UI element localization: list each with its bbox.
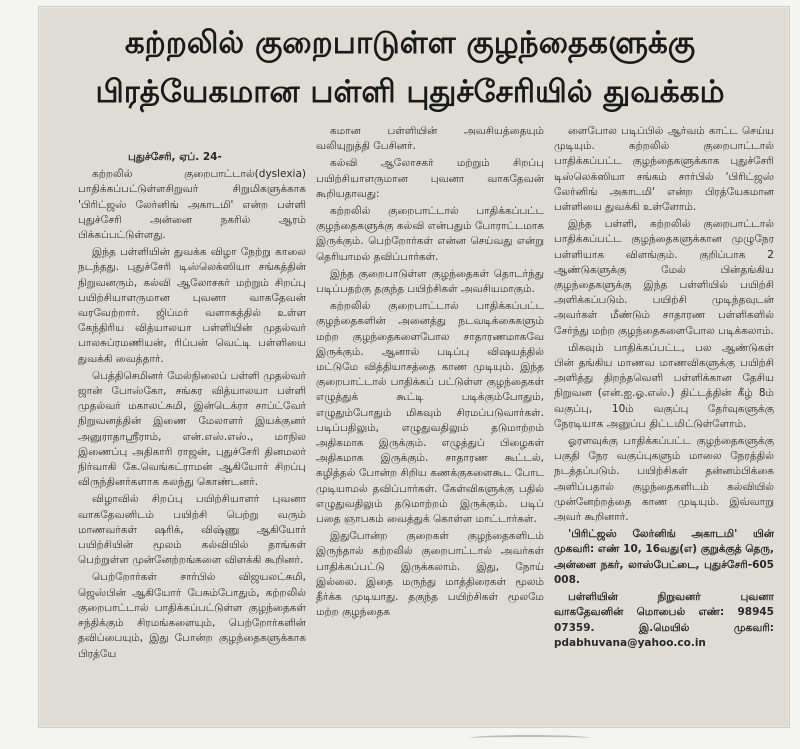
paragraph: பெற்றோர்கள் சார்பில் விஜயலட்சுமி, ஜெஸ்பின் ஆகியோர் பேசும்போதும், கற்றலில் குறைபாட்டால் பாதிக்கப்பட்டுள்ள குழந்தைகள் சந்திக்கும் சிரமங்களையும், பெற்றோர்களின் தவிப்பையும், இது போன்ற குழந்தைகளுக்காக பிரத்யே bbox=[78, 571, 306, 660]
paragraph: இந்த பள்ளியின் துவக்க விழா நேற்று காலை நடந்தது. புதுச்சேரி டிஸ்லெக்ஸியா சங்கத்தின் நிறுவனரும், கல்வி ஆலோசகர் மற்றும் சிறப்பு பயிற்சியாளருமான புவனா வாகதேவன் வரவேற்றார். ஜிப்மர் வளாகத்தில் உள்ள கேந்திரிய வித்யாலயா பள்ளியின் முதல்வர் பாலசுப்ரமணியன், ரிப்பன் வெட்டி பள்ளியை துவக்கி வைத்தார். bbox=[78, 246, 306, 365]
article-column-2 bbox=[316, 124, 544, 694]
paragraph: விழாவில் சிறப்பு பயிற்சியாளர் புவனா வாகதேவனிடம் பயிற்சி பெற்று வரும் மாணவர்கள் ஷரிக், விஷ்ணு ஆகியோர் பயிற்சியின் மூலம் கல்வியில் தாங்கள் பெற்றுள்ள முன்னேற்றங்களை விளக்கி கூறினர். bbox=[78, 493, 306, 567]
article-column-1 bbox=[78, 150, 306, 720]
paragraph: கல்வி ஆலோசகர் மற்றும் சிறப்பு பயிற்சியாளருமான புவனா வாகதேவன் கூறியதாவது: bbox=[316, 157, 544, 200]
paragraph: கமான பள்ளியின் அவசியத்தையும் வலியுறுத்தி பேசினர். bbox=[316, 125, 544, 153]
paragraph: மிகவும் பாதிக்கப்பட்ட, பல ஆண்டுகள் பின் தங்கிய மாணவ மாணவிகளுக்கு பயிற்சி அளித்து திறந்தவெளி பள்ளிக்கான தேசிய நிறுவன (என்.ஐ.ஓ.எஸ்.) திட்டத்தின் கீழ் 8ம் வகுப்பு, 10ம் வகுப்பு தேர்வுகளுக்கு நேரடியாக அனுப்ப திட்டமிட்டுள்ளோம். bbox=[554, 341, 774, 430]
scan-mark bbox=[470, 735, 590, 741]
headline-line-2: பிரத்யேகமான பள்ளி புதுச்சேரியில் துவக்கம் bbox=[95, 74, 725, 110]
paragraph: ஓரளவுக்கு பாதிக்கப்பட்ட குழந்தைகளுக்கு பகுதி நேர வகுப்புகளும் மாலை நேரத்தில் நடத்தப்படும். பயிற்சிகள் தன்னம்பிக்கை அளிப்பதால் குழந்தைகளிடம் கல்வியில் முன்னேற்றத்தை காண முடியும். இவ்வாறு அவர் கூறினார். bbox=[554, 435, 774, 524]
paragraph: இதுபோன்ற குறைகள் குழந்தைகளிடம் இருந்தால் கற்றலில் குறைபாட்டால் அவர்கள் பாதிக்கப்பட்டு இருக்கலாம். இது, நோய் இல்லை. இதை மருந்து மாத்திரைகள் மூலம் தீர்க்க முடியாது. தகுந்த பயிற்சிகள் மூலமே மற்ற குழந்தைக bbox=[316, 530, 544, 619]
paragraph: ளைபோல படிப்பில் ஆர்வம் காட்ட செய்ய முடியும். கற்றலில் குறைபாட்டால் பாதிக்கப்பட்ட குழந்தைகளுக்காக புதுச்சேரி டிஸ்லெக்ஸியா சங்கம் சார்பில் 'பிரிட்ஜஸ் லேர்னிங் அகாடமி' என்ற பிரத்யேகமான பள்ளியை துவக்கி உள்ளோம். bbox=[554, 125, 774, 214]
paragraph: பெத்திசெமினர் மேல்நிலைப் பள்ளி முதல்வர் ஜான் போஸ்கோ, சங்கர வித்யாலயா பள்ளி முதல்வர் மகாலட்சுமி, இன்டெக்ரா சாப்ட்வேர் நிறுவனத்தின் இணை மேலாளர் இயக்குனர் அனுராதாஸ்ரீராம், என்.எஸ்.எஸ்., மாநில இணைப்பு அதிகாரி ராஜன், புதுச்சேரி தினமலர் நிர்வாகி கே.வெங்கட்ராமன் ஆகியோர் சிறப்பு விருந்தினர்களாக கலந்து கொண்டனர். bbox=[78, 369, 306, 489]
contact-info: பள்ளியின் நிறுவனர் புவனா வாகதேவனின் மொபைல் எண்: 98945 07359. இ.மெயில் முகவரி: pdabhuvana@yahoo.co.in bbox=[554, 591, 774, 649]
school-address: 'பிரிட்ஜஸ் லேர்னிங் அகாடமி' யின் முகவரி: எண் 10, 16வது(எ) குறுக்குத் தெரு, அன்னை நகர், லாஸ்பேட்டை, புதுச்சேரி-605 008. bbox=[554, 528, 774, 586]
paragraph: இந்த குறைபாடுள்ள குழந்தைகள் தொடர்ந்து படிப்பதற்கு தகுந்த பயிற்சிகள் அவசியமாகும். bbox=[316, 267, 544, 296]
paragraph: இந்த பள்ளி, கற்றலில் குறைபாட்டால் பாதிக்கப்பட்ட குழந்தைகளுக்கான முழுநேர பள்ளியாக விளங்கும். குறிப்பாக 2 ஆண்டுகளுக்கு மேல் பின்தங்கிய குழந்தைகளுக்கு இந்த பள்ளியில் பயிற்சி அளிக்கப்படும். பயிற்சி முடிந்தவுடன் அவர்கள் மீண்டும் சாதாரண பள்ளிகளில் சேர்ந்து மற்ற குழந்தைகளைபோல படிக்கலாம். bbox=[554, 218, 774, 337]
paragraph: கற்றலில் குறைபாட்டால்(dyslexia) பாதிக்கப்பட்டுள்ளசிறுவர் சிறுமிகளுக்காக 'பிரிட்ஜஸ் லேர்னிங் அகாடமி' என்ற பள்ளி புதுச்சேரி அன்னை நகரில் ஆரம் பிக்கப்பட்டுள்ளது. bbox=[78, 168, 306, 242]
article-column-3 bbox=[554, 124, 774, 694]
paragraph: கற்றலில் குறைபாட்டால் பாதிக்கப்பட்ட குழந்தைகளின் அனைத்து நடவடிக்கைகளும் மற்ற குழந்தைகளைபோல சாதாரணமாகவே இருக்கும். ஆனால் படிப்பு விஷயத்தில் மட்டுமே வித்தியாசத்தை காண முடியும். இந்த குறைபாட்டால் பாதிக்கப் பட்டுள்ள குழந்தைகள் எழுத்துக் கூட்டி படிக்கும்போதும், எழுதும்போதும் மிகவும் சிரமப்படுவார்கள். படிப்பதிலும், எழுதுவதிலும் தடுமாற்றம் அதிகமாக இருக்கும். எழுத்துப் பிழைகள் அதிகமாக இருக்கும். சாதாரண கூட்டல், கழித்தல் போன்ற சிறிய கணக்குகளைகூட போட முடியாமல் தவிப்பார்கள். கேள்விகளுக்கு பதில் எழுதுவதிலும் தடுமாற்றம் இருக்கும். படிப் பதை ஞாபகம் வைத்துக் கொள்ள மாட்டார்கள். bbox=[316, 300, 544, 526]
paragraph: கற்றலில் குறைபாட்டால் பாதிக்கப்பட்ட குழந்தைகளுக்கு கல்வி என்பதும் போராட்டமாக இருக்கும். பெற்றோர்கள் என்ன செய்வது என்று தெரியாமல் தவிப்பார்கள். bbox=[316, 205, 544, 263]
dateline: புதுச்சேரி, ஏப். 24- bbox=[128, 151, 222, 163]
headline-line-1: கற்றலில் குறைபாடுள்ள குழந்தைகளுக்கு bbox=[124, 25, 696, 61]
headline bbox=[55, 18, 765, 116]
